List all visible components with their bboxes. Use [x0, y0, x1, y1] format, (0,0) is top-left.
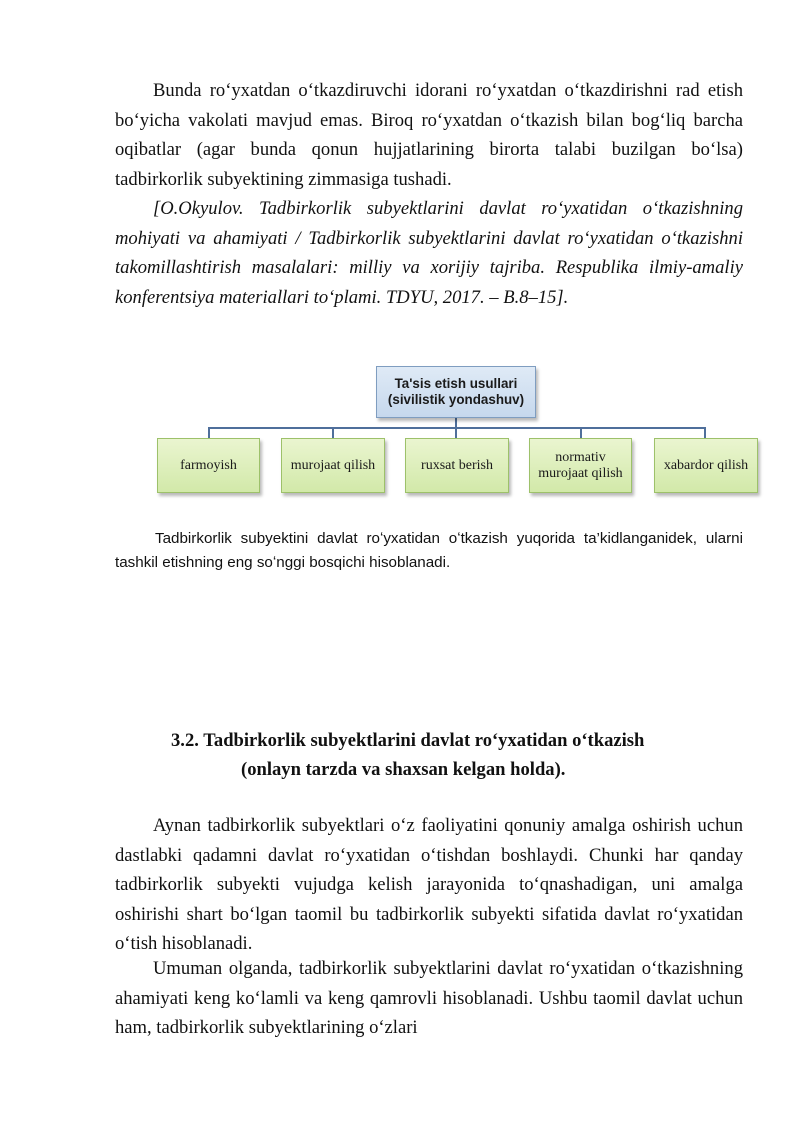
paragraph-first-step: Aynan tadbirkorlik subyektlari oʻz faoliyatini qonuniy amalga oshirish uchun dastlabki qadamni davlat roʻyxatidan oʻtishdan boshlaydi. Chunki har qanday tadbirkorlik subyekti vujudga kelish jarayonida toʻqnashadigan, uni amalga oshirishi shart boʻlgan taomil bu tadbirkorlik subyekti sifatida davlat roʻyxatidan oʻtish hisoblanadi. [115, 815, 743, 955]
connector-leaf-4 [580, 427, 582, 438]
connector-leaf-1 [208, 427, 210, 438]
connector-horizontal [208, 427, 706, 429]
diagram-node-xabardor: xabardor qilish [654, 438, 758, 493]
diagram-node-murojaat: murojaat qilish [281, 438, 385, 493]
section-heading [115, 726, 743, 784]
connector-root-stem [455, 418, 457, 428]
section-heading-line2: (onlayn tarzda va shaxsan kelgan holda). [241, 759, 566, 780]
diagram-root-node: Ta'sis etish usullari (sivilistik yondashuv) [376, 366, 536, 418]
connector-leaf-3 [455, 427, 457, 438]
paragraph-intro: Bunda roʻyxatdan oʻtkazdiruvchi idorani roʻyxatdan oʻtkazdirishni rad etish boʻyicha vakolati mavjud emas. Biroq roʻyxatdan oʻtkazish bilan bogʻliq barcha oqibatlar (agar bunda qonun hujjatlarining birorta talabi buzilgan boʻlsa) tadbirkorlik subyektining zimmasiga tushadi. [115, 80, 743, 190]
diagram-node-ruxsat: ruxsat berish [405, 438, 509, 493]
connector-leaf-5 [704, 427, 706, 438]
section-heading-line1: 3.2. Tadbirkorlik subyektlarini davlat roʻyxatidan oʻtkazish [171, 730, 645, 751]
citation: [O.Okyulov. Tadbirkorlik subyektlarini davlat roʻyxatidan oʻtkazishning mohiyati va ahamiyati / Tadbirkorlik subyektlarini davlat roʻyxatidan oʻtkazishni takomillashtirish masalalari: milliy va xorijiy tajriba. Respublika ilmiy-amaliy konferentsiya materiallari toʻplami. TDYU, 2017. – B.8–15]. [115, 198, 743, 308]
connector-leaf-2 [332, 427, 334, 438]
paragraph-registration-stage: Tadbirkorlik subyektini davlat roʻyxatidan oʻtkazish yuqorida ta’kidlanganidek, ularni tashkil etishning eng soʻnggi bosqichi hisoblanadi. [115, 530, 743, 571]
diagram-node-farmoyish: farmoyish [157, 438, 260, 493]
diagram-node-normativ: normativ murojaat qilish [529, 438, 632, 493]
paragraph-significance: Umuman olganda, tadbirkorlik subyektlarini davlat roʻyxatidan oʻtkazishning ahamiyati keng koʻlamli va keng qamrovli hisoblanadi. Ushbu taomil davlat uchun ham, tadbirkorlik subyektlarining oʻzlari [115, 958, 743, 1039]
